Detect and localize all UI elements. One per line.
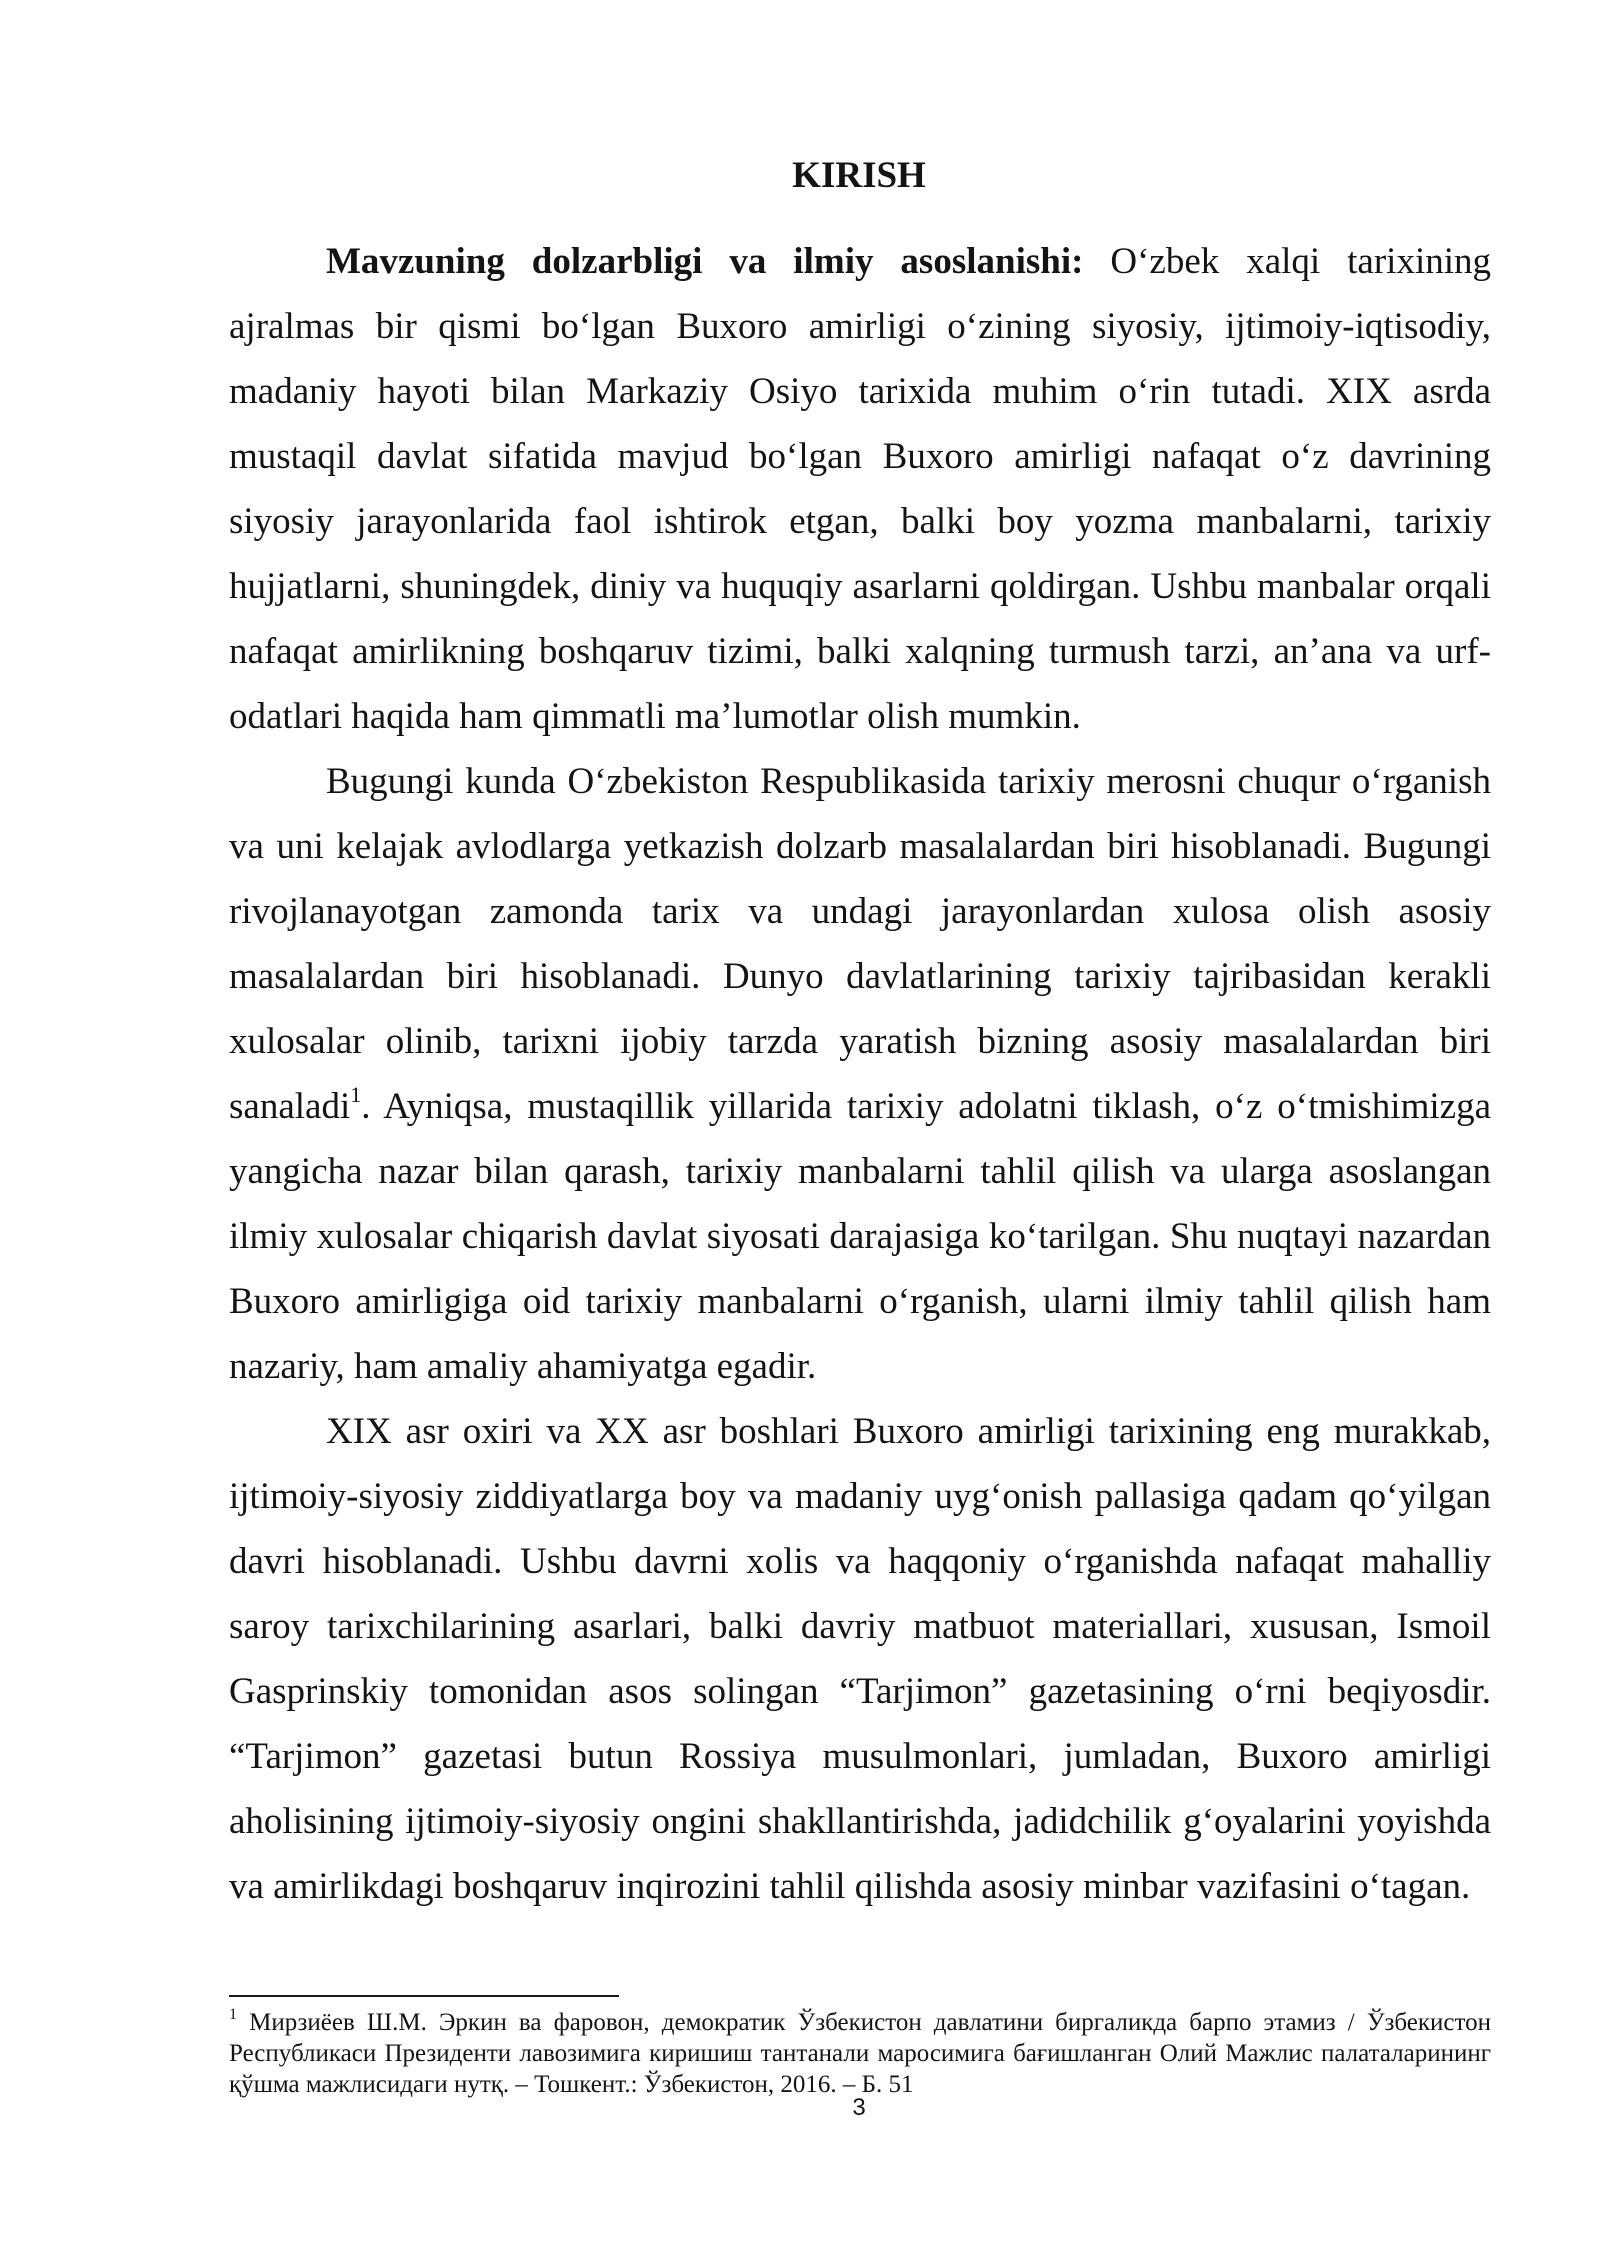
footnote-separator [229,1995,619,1997]
paragraph-tarjimon [229,1399,1491,1919]
footnote-marker: 1 [229,2005,237,2023]
body-text [229,229,1491,1919]
paragraph-text: . Ayniqsa, mustaqillik yillarida tarixiy adolatni tiklash, o‘z o‘tmishimizga yangicha nazar bilan qarash, tarixiy manbalarni tahlil qilish va ularga asoslangan ilmiy xulosalar chiqarish davlat siyosati darajasiga ko‘tarilgan. Shu nuqtayi nazardan Buxoro amirligiga oid tarixiy manbalarni o‘rganish, ularni ilmiy tahlil qilish ham nazariy, ham amaliy ahamiyatga egadir. [229,1086,1491,1387]
paragraph-lead-heading: Mavzuning dolzarbligi va ilmiy asoslanishi: [326,241,1084,282]
footnote-reference[interactable]: 1 [350,1081,362,1107]
paragraph-relevance [229,229,1491,749]
page-title: KIRISH [792,155,926,196]
paragraph-text: XIX asr oxiri va XX asr boshlari Buxoro amirligi tarixining eng murakkab, ijtimoiy-siyosiy ziddiyatlarga boy va madaniy uyg‘onish pallasiga qadam qo‘yilgan davri hisoblanadi. Ushbu davrni xolis va haqqoniy o‘rganishda nafaqat mahalliy saroy tarixchilarining asarlari, balki davriy matbuot materiallari, xususan, Ismoil Gasprinskiy tomonidan asos solingan “Tarjimon” gazetasining o‘rni beqiyosdir. “Tarjimon” gazetasi butun Rossiya musulmonlari, jumladan, Buxoro amirligi aholisining ijtimoiy-siyosiy ongini shakllantirishda, jadidchilik g‘oyalarini yoyishda va amirlikdagi boshqaruv inqirozini tahlil qilishda asosiy minbar vazifasini o‘tagan. [229,1411,1491,1907]
page-number: 3 [852,2094,866,2121]
footnote [229,2007,1491,2100]
footnote-text: Мирзиёев Ш.М. Эркин ва фаровон, демократик Ўзбекистон давлатини биргаликда барпо этамиз / Ўзбекистон Республикаси Президенти лавозимига киришиш тантанали маросимига бағишланган Олий Мажлис палаталарининг қўшма мажлисидаги нутқ. – Тошкент.: Ўзбекистон, 2016. – Б. 51 [229,2009,1491,2098]
paragraph-text: Bugungi kunda O‘zbekiston Respublikasida tarixiy merosni chuqur o‘rganish va uni kelajak avlodlarga yetkazish dolzarb masalalardan biri hisoblanadi. Bugungi rivojlanayotgan zamonda tarix va undagi jarayonlardan xulosa olish asosiy masalalardan biri hisoblanadi. Dunyo davlatlarining tarixiy tajribasidan kerakli xulosalar olinib, tarixni ijobiy tarzda yaratish bizning asosiy masalalardan biri sanaladi [229,761,1491,1127]
paragraph-heritage [229,749,1491,1399]
paragraph-text: O‘zbek xalqi tarixining ajralmas bir qismi bo‘lgan Buxoro amirligi o‘zining siyosiy, ijtimoiy-iqtisodiy, madaniy hayoti bilan Markaziy Osiyo tarixida muhim o‘rin tutadi. XIX asrda mustaqil davlat sifatida mavjud bo‘lgan Buxoro amirligi nafaqat o‘z davrining siyosiy jarayonlarida faol ishtirok etgan, balki boy yozma manbalarni, tarixiy hujjatlarni, shuningdek, diniy va huquqiy asarlarni qoldirgan. Ushbu manbalar orqali nafaqat amirlikning boshqaruv tizimi, balki xalqning turmush tarzi, an’ana va urf-odatlari haqida ham qimmatli ma’lumotlar olish mumkin. [229,241,1492,737]
